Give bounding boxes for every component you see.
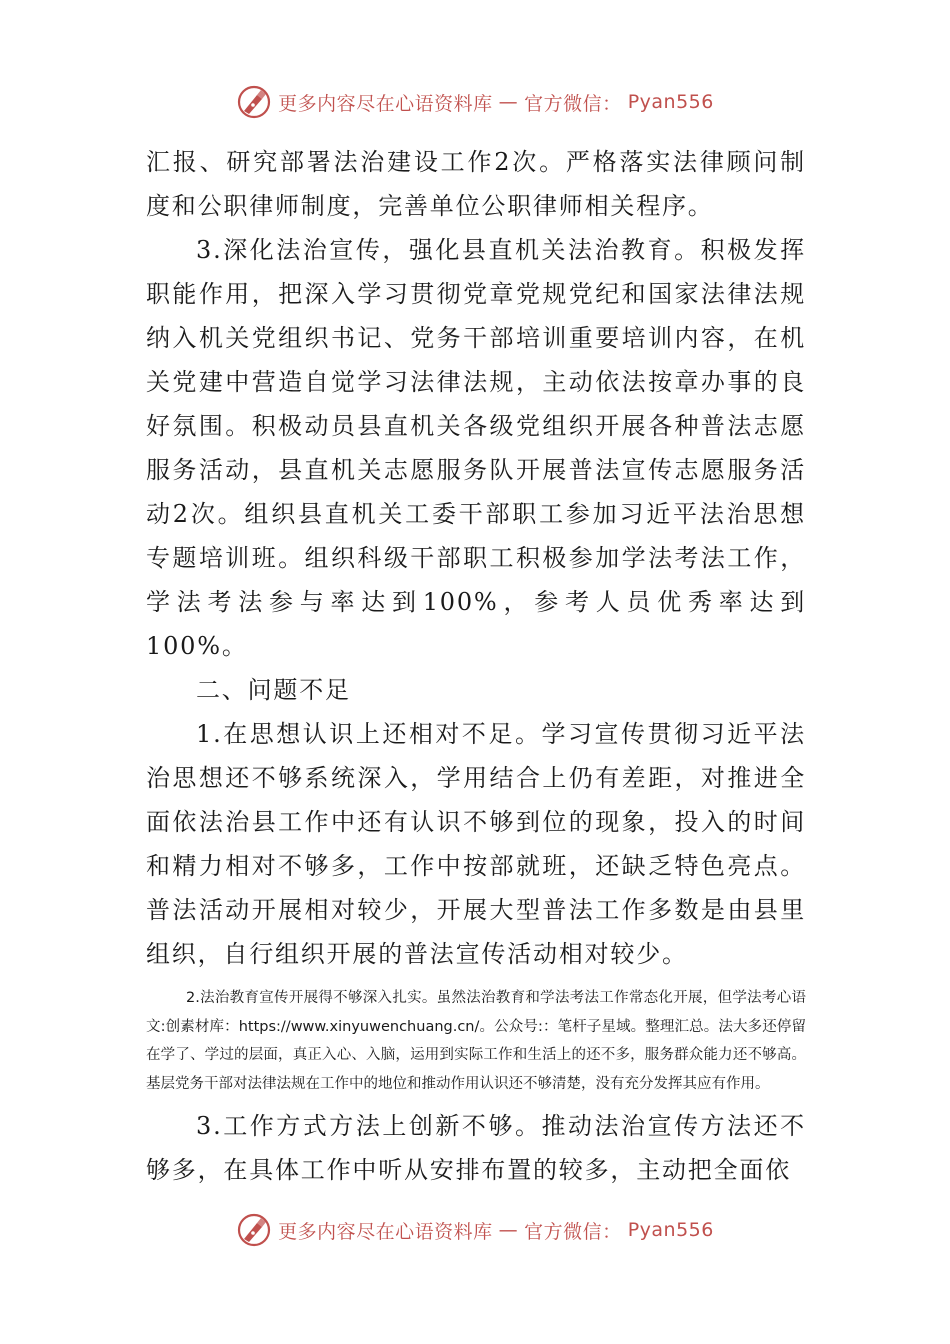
pen-nib-icon: [236, 1212, 272, 1248]
banner-contact-label: 官方微信：: [524, 1220, 622, 1243]
paragraph-legal-publicity: 3.深化法治宣传，强化县直机关法治教育。积极发挥职能作用，把深入学习贯彻党章党规党纪和国家法律法规纳入机关党组织书记、党务干部培训重要培训内容，在机关党建中营造自觉学习法律法规，主动依法按章办事的良好氛围。积极动员县直机关各级党组织开展各种普法志愿服务活动，县直机关志愿服务队开展普法宣传志愿服务活动2次。组织县直机关工委干部职工参加习近平法治思想专题培训班。组织科级干部职工积极参加学法考法工作，学法考法参与率达到100%，参考人员优秀率达到100%。: [146, 236, 806, 660]
banner-contact-label: 官方微信：: [524, 92, 622, 115]
header-banner: [0, 80, 950, 124]
paragraph-continuation: 汇报、研究部署法治建设工作2次。严格落实法律顾问制度和公职律师制度，完善单位公职律师相关程序。: [146, 148, 806, 220]
banner-contact-value: Pyan556: [627, 1219, 714, 1241]
document-body: [146, 140, 806, 1192]
paragraph-problem-2: 2.法治教育宣传开展得不够深入扎实。虽然法治教育和学法考法工作常态化开展，但学法考心语文:创素材库：https://www.xinyuwenchuang.cn/。公众号:：笔杆子星域。整理汇总。法大多还停留在学了、学过的层面，真正入心、入脑，运用到实际工作和生活上的还不多，服务群众能力还不够高。基层党务干部对法律法规在工作中的地位和推动作用认识还不够清楚，没有充分发挥其应有作用。: [146, 990, 806, 1092]
banner-contact-value: Pyan556: [627, 91, 714, 113]
section-heading-problems: 二、问题不足: [196, 676, 351, 704]
paragraph-problem-3: 3.工作方式方法上创新不够。推动法治宣传方法还不够多，在具体工作中听从安排布置的较多，主动把全面依: [146, 1112, 806, 1184]
banner-separator: —: [498, 91, 519, 113]
banner-separator: —: [498, 1219, 519, 1241]
banner-brand: 更多内容尽在心语资料库: [278, 1220, 493, 1243]
paragraph-problem-1: 1.在思想认识上还相对不足。学习宣传贯彻习近平法治思想还不够系统深入，学用结合上仍有差距，对推进全面依法治县工作中还有认识不够到位的现象，投入的时间和精力相对不够多，工作中按部就班，还缺乏特色亮点。普法活动开展相对较少，开展大型普法工作多数是由县里组织，自行组织开展的普法宣传活动相对较少。: [146, 720, 806, 968]
footer-banner: [0, 1208, 950, 1252]
banner-brand: 更多内容尽在心语资料库: [278, 92, 493, 115]
pen-nib-icon: [236, 84, 272, 120]
